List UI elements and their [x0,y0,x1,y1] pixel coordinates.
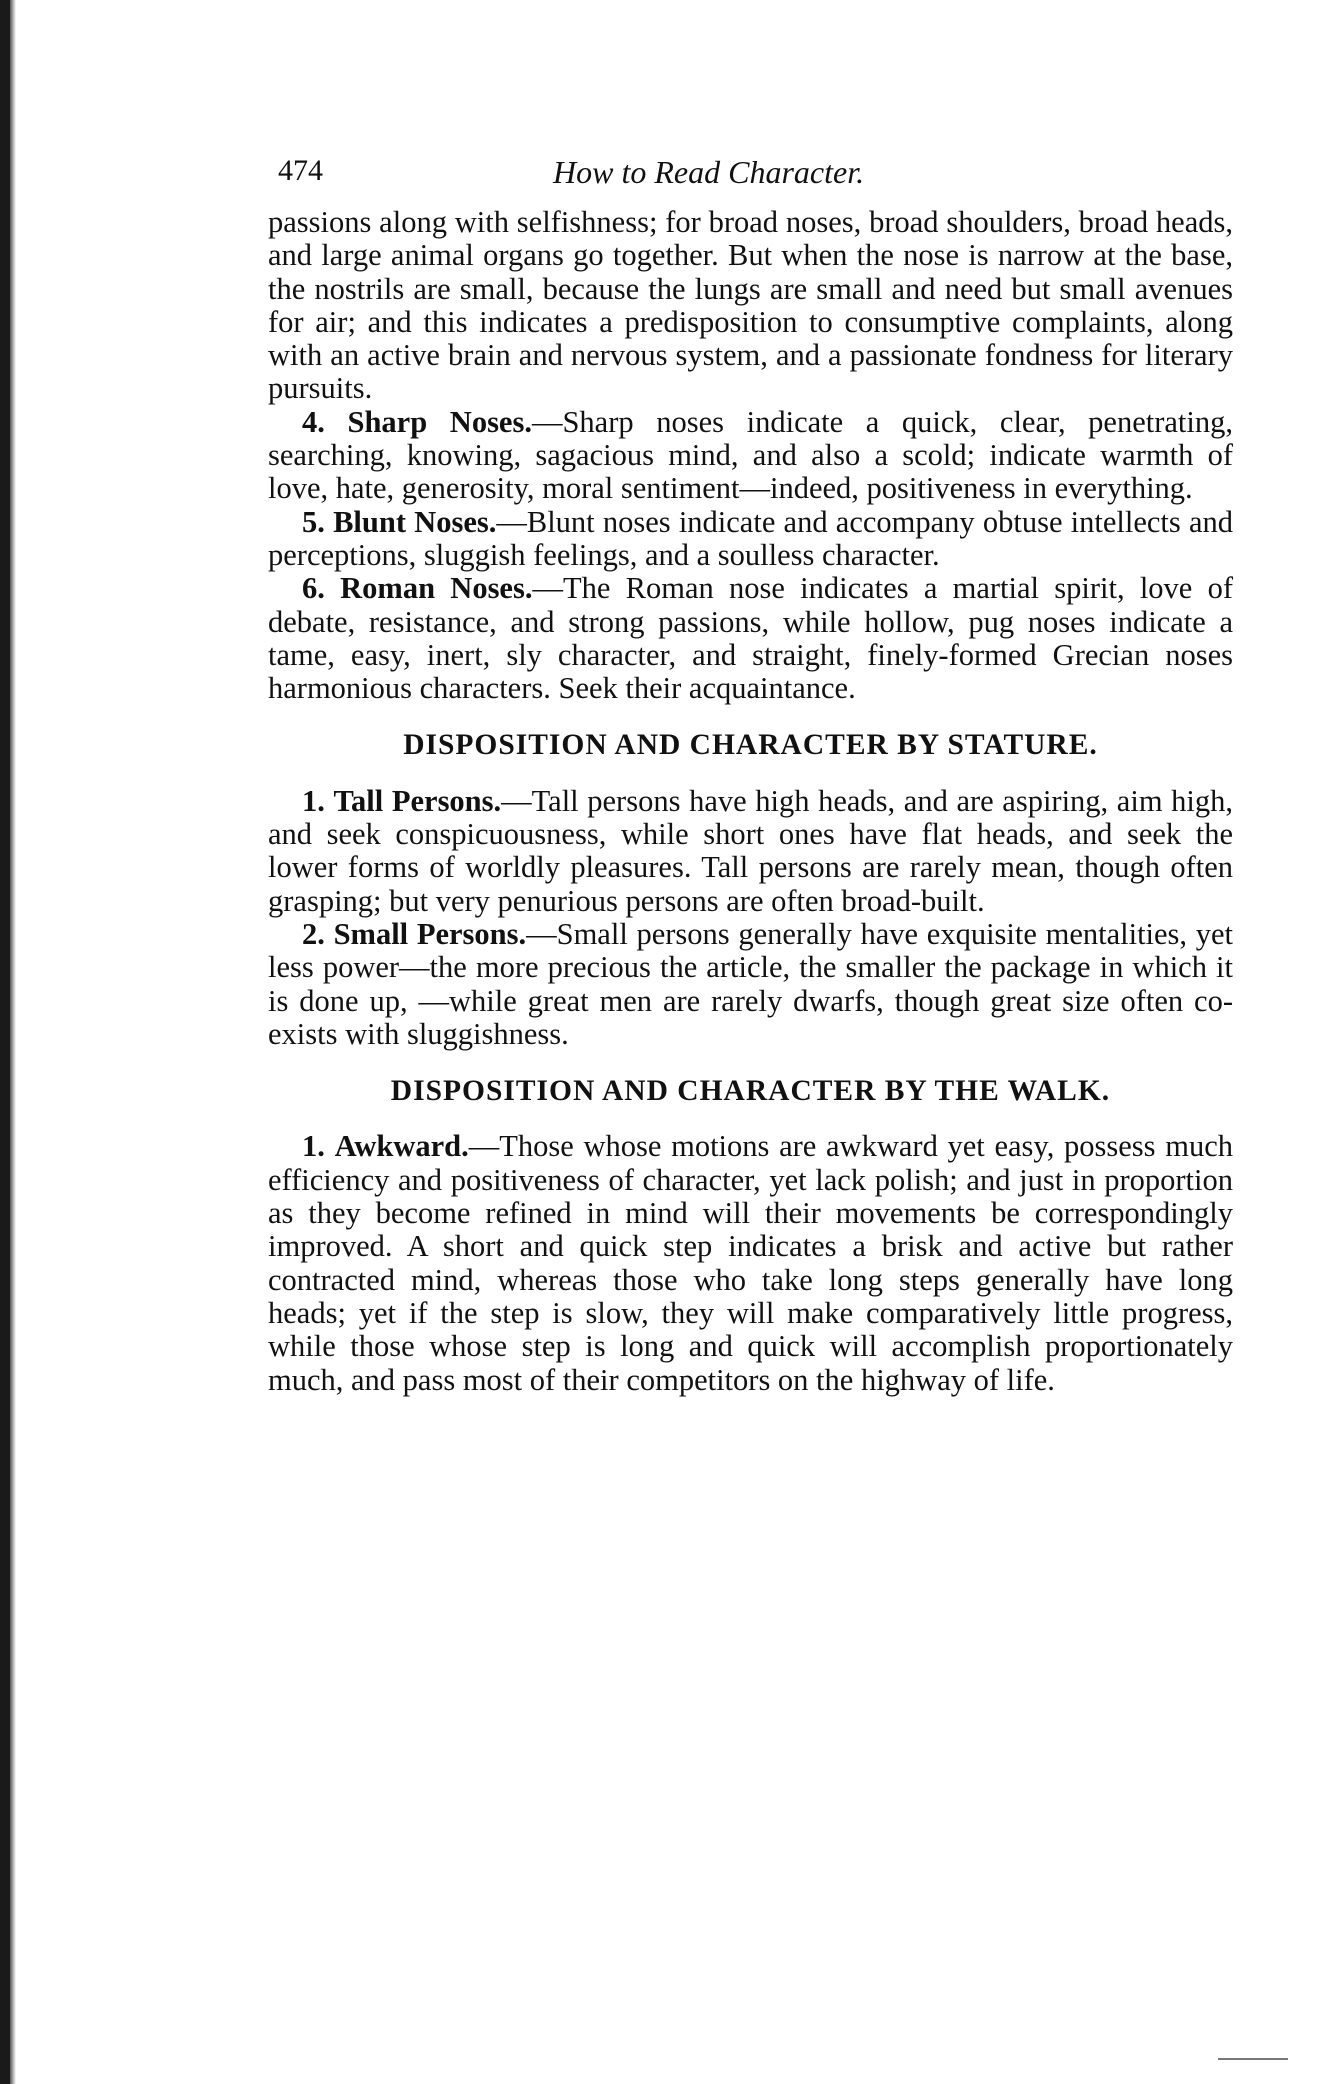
section-heading-stature: DISPOSITION AND CHARACTER BY STATURE. [403,729,1098,762]
item-heading: Sharp Noses. [347,404,532,439]
body-text [268,206,1233,1397]
item-number: 4. [302,404,325,439]
intro-paragraph: passions along with selfishness; for broad noses, broad shoulders, broad heads, and large animal organs go together. But when the nose is narrow at the base, the nostrils are small, because the lungs are small and need but small avenues for air; and this indicates a predisposition to consumptive complaints, along with an active brain and nervous system, and a passionate fondness for literary pursuits. [268,205,1233,406]
item-number: 1. [302,1129,325,1164]
item-text: —Small persons generally have exquisite mentalities, yet less power—the more precious the article, the smaller the package in which it is done up, —while great men are rarely dwarfs, though great size often co-exists with sluggishness. [268,916,1233,1051]
item-number: 5. [302,504,325,539]
item-text: —Tall persons have high heads, and are aspiring, aim high, and seek conspicuousness, while short ones have flat heads, and seek the lower forms of worldly pleasures. Tall persons are rarely mean, though often grasping; but very penurious persons are often broad-built. [268,783,1234,918]
page-number: 474 [278,154,323,187]
item-text: —The Roman nose indicates a martial spirit, love of debate, resistance, and strong passions, while hollow, pug noses indicate a tame, easy, inert, sly character, and straight, finely-formed Grecian noses harmonious characters. Seek their acquaintance. [268,571,1233,706]
section-heading-walk: DISPOSITION AND CHARACTER BY THE WALK. [390,1075,1111,1108]
item-heading: Roman Noses. [340,571,533,606]
page-spine-shadow [10,0,16,2084]
item-blunt-noses [268,506,1233,573]
footer-rule [1218,2058,1288,2060]
item-text: —Sharp noses indicate a quick, clear, penetrating, searching, knowing, sagacious mind, and also a scold; indicate warmth of love, hate, generosity, moral sentiment—indeed, positiveness in everything. [268,404,1234,506]
running-title: How to Read Character. [553,154,865,190]
item-roman-noses [268,572,1233,705]
item-heading: Awkward. [334,1129,469,1164]
item-awkward [268,1130,1233,1396]
item-heading: Small Persons. [333,916,527,951]
running-head [268,150,1233,200]
page-spine-edge [0,0,10,2084]
item-text: —Those whose motions are awkward yet easy, possess much efficiency and positiveness of character, yet lack polish; and just in proportion as they become refined in mind will their movements be correspondingly improved. A short and quick step indicates a brisk and active but rather contracted mind, whereas those who take long steps generally have long heads; yet if the step is slow, they will make comparatively little progress, while those whose step is long and quick will accomplish proportionately much, and pass most of their competitors on the highway of life. [268,1129,1233,1397]
item-number: 2. [302,916,325,951]
item-number: 6. [302,571,325,606]
item-text: —Blunt noses indicate and accompany obtuse intellects and perceptions, sluggish feelings, and a soulless character. [268,504,1234,572]
item-heading: Tall Persons. [333,783,502,818]
item-small-persons [268,918,1233,1051]
item-heading: Blunt Noses. [333,504,497,539]
item-sharp-noses [268,406,1233,506]
item-tall-persons [268,785,1233,918]
book-page [268,150,1233,1397]
item-number: 1. [302,783,325,818]
